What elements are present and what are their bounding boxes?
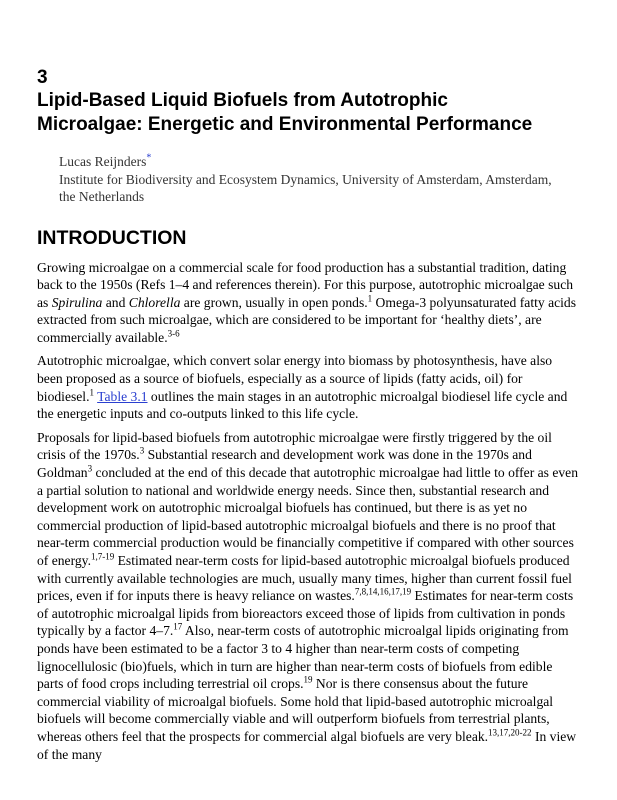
chapter-number: 3 [37, 67, 48, 88]
species-name: Spirulina [51, 294, 103, 310]
paragraph-3 [37, 429, 581, 763]
citation-superscript: 19 [303, 674, 313, 685]
paragraph-text: are grown, usually in open ponds. [180, 294, 368, 310]
author-footnote-link[interactable]: * [146, 152, 152, 164]
table-3-1-link[interactable]: Table 3.1 [97, 388, 148, 404]
citation-superscript: 17 [173, 621, 183, 632]
paragraph-text: Estimated near-term costs for lipid-based autotrophic microalgal biofuels produced with currently available technologies are much, usually many times, higher than current fossil fuel prices, even if for inputs there is heavy reliance on wastes. [37, 553, 572, 604]
author-affiliation-line-1: Institute for Biodiversity and Ecosystem Dynamics, University of Amsterdam, Amsterdam, [59, 171, 552, 187]
citation-superscript: 3 [87, 463, 93, 474]
citation-superscript: 1 [367, 293, 373, 304]
citation-superscript: 3-6 [167, 328, 180, 339]
paragraph-text: Growing microalgae on a commercial scale for food production has a substantial tradition, dating back to the 1950s (Refs 1–4 and references therein). For this purpose, autotrophic microalgae such as [37, 259, 574, 310]
paragraph-text: Omega-3 polyunsaturated fatty acids extracted from such microalgae, which are considered to be important for ‘healthy diets’, are commercially available. [37, 294, 576, 345]
chapter-title-line-2: Microalgae: Energetic and Environmental Performance [37, 114, 533, 135]
citation-superscript: 1 [89, 387, 94, 398]
paragraph-text: concluded at the end of this decade that autotrophic microalgae had little to offer as even a partial solution to national and worldwide energy needs. Since then, substantial research and development work on autotrophic microalgal biofuels has continued, but there is as yet no commercial production of lipid-based autotrophic microalgal biofuels and there is no proof that near-term commercial production would be financially competitive if compared with other sources of energy. [37, 465, 579, 568]
paragraph-text: Proposals for lipid-based biofuels from autotrophic microalgae were firstly triggered by the oil crisis of the 1970s. [37, 429, 552, 463]
species-name: Chlorella [128, 294, 181, 310]
paragraph-2 [37, 352, 581, 422]
citation-superscript: 1,7-19 [90, 551, 115, 562]
author-block [59, 153, 581, 206]
paragraph-text: Estimates for near-term costs of autotrophic microalgal lipids from bioreactors exceed those of lipids from cultivation in ponds typically by a factor 4–7. [37, 588, 574, 639]
paragraph-1 [37, 259, 581, 347]
citation-superscript: 13,17,20-22 [488, 727, 532, 738]
paragraph-text: Autotrophic microalgae, which convert solar energy into biomass by photosynthesis, have also been proposed as a source of biofuels, especially as a source of lipids (fatty acids, oil) for biodiesel. [37, 353, 553, 404]
chapter-title-line-1: Lipid-Based Liquid Biofuels from Autotrophic [37, 90, 448, 111]
paragraph-text: Also, near-term costs of autotrophic microalgal lipids originating from ponds have been estimated to be a factor 3 to 4 higher than near-term costs of competing lignocellulosic (bio)fuels, which in turn are higher than near-term costs of biofuels from edible parts of food crops including terrestrial oil crops. [37, 623, 569, 692]
section-heading: INTRODUCTION [37, 226, 187, 249]
paragraph-text: and [102, 294, 129, 310]
chapter-title [37, 89, 581, 137]
citation-superscript: 3 [139, 445, 145, 456]
author-affiliation-line-2: the Netherlands [59, 189, 145, 204]
citation-superscript: 7,8,14,16,17,19 [354, 586, 412, 597]
author-name: Lucas Reijnders [59, 154, 147, 169]
paragraph-text: Nor is there consensus about the future commercial viability of microalgal biofuels. Some hold that lipid-based autotrophic microalgal biofuels will become commercially viable and will outperform biofuels from terrestrial plants, whereas others feel that the prospects for commercial algal biofuels are very bleak. [37, 676, 554, 744]
paragraph-text: outlines the main stages in an autotrophic microalgal biodiesel life cycle and the energetic inputs and co-outputs linked to this life cycle. [37, 388, 568, 422]
paragraph-text: In view of the many [37, 728, 577, 762]
paragraph-text: Substantial research and development work was done in the 1970s and Goldman [37, 447, 532, 481]
